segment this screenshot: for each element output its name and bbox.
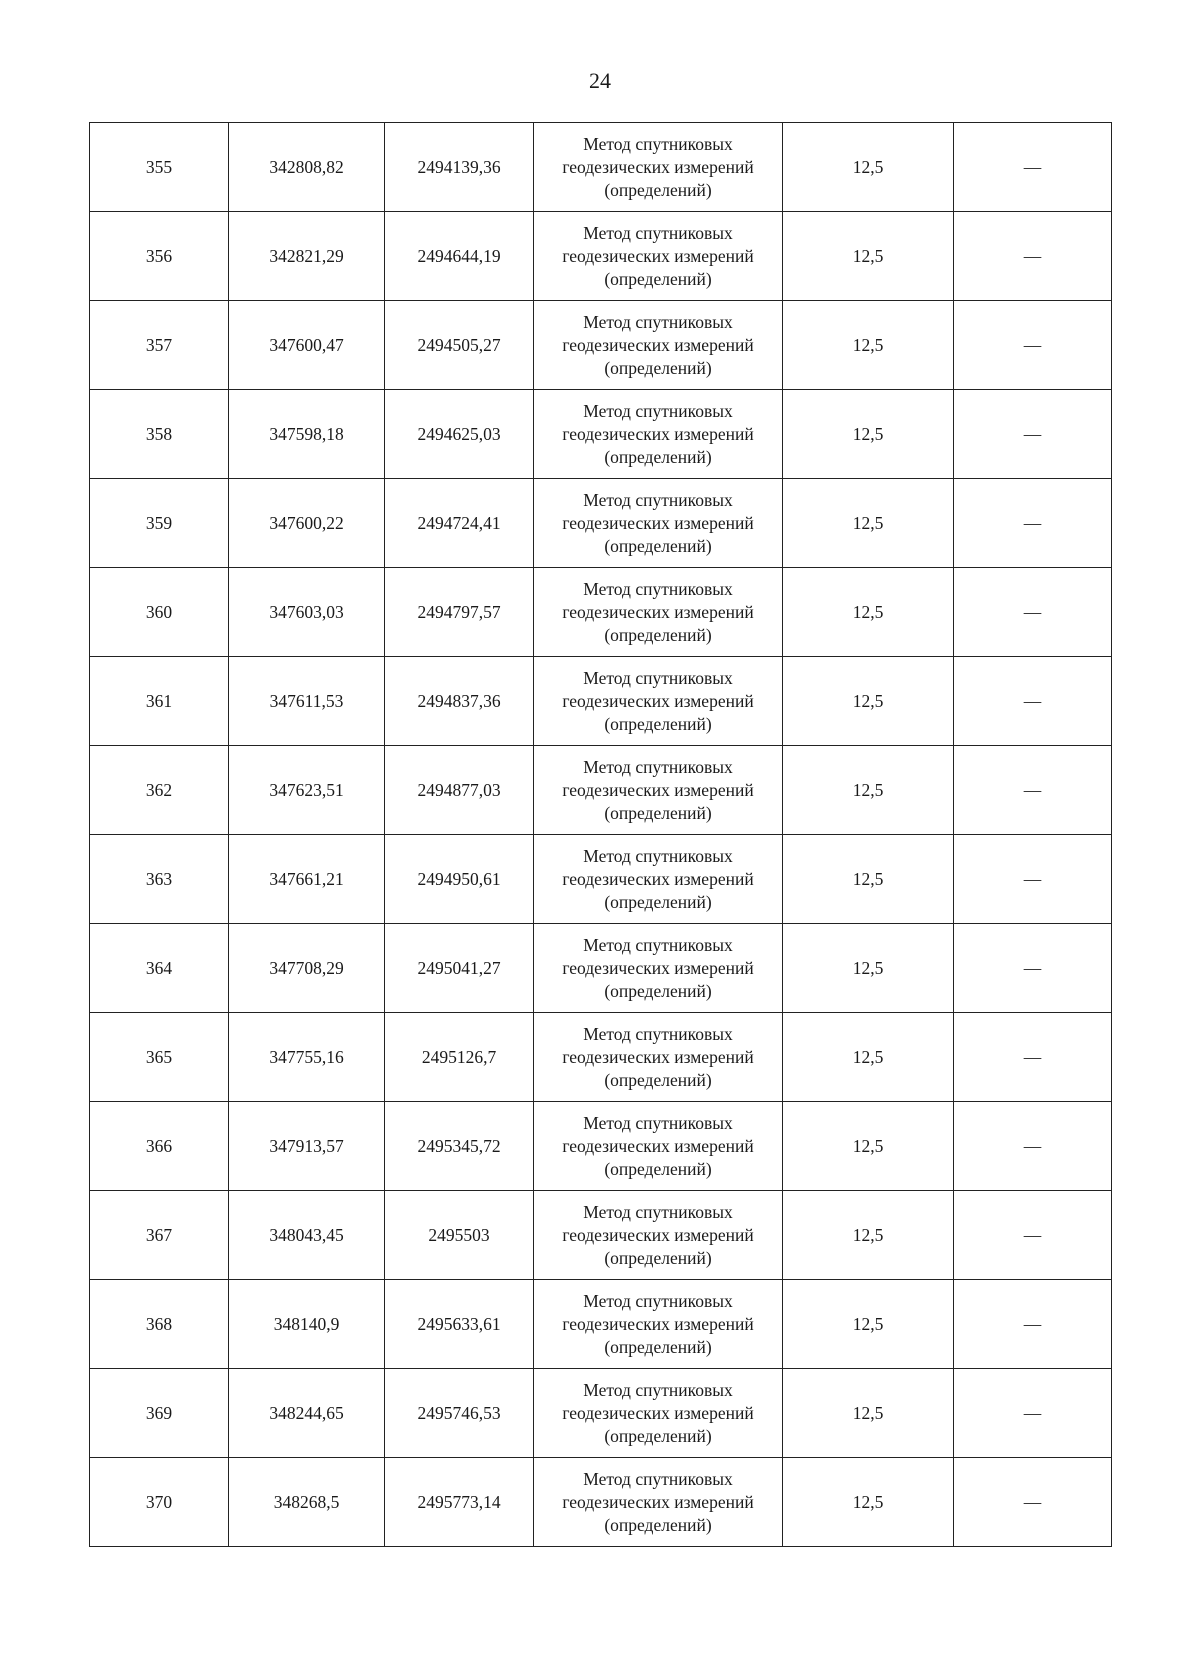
method-cell [534,924,783,1013]
method-line: (определений) [604,1069,712,1090]
method-cell [534,1013,783,1102]
method-line: Метод спутниковых [583,1468,733,1489]
point-number-cell: 356 [90,212,229,301]
coordinate-x-cell: 347611,53 [229,657,385,746]
method-line: Метод спутниковых [583,489,733,510]
coordinate-y-cell: 2495633,61 [385,1280,534,1369]
method-line: Метод спутниковых [583,222,733,243]
note-cell: — [954,1369,1112,1458]
table-body [90,123,1112,1547]
method-line: (определений) [604,535,712,556]
method-line: геодезических измерений [562,334,754,355]
table-row [90,1369,1112,1458]
coordinate-y-cell: 2494644,19 [385,212,534,301]
method-cell [534,123,783,212]
note-cell: — [954,301,1112,390]
coordinate-y-cell: 2494877,03 [385,746,534,835]
coordinate-x-cell: 348268,5 [229,1458,385,1547]
table-row [90,1191,1112,1280]
point-number-cell: 360 [90,568,229,657]
point-number-cell: 358 [90,390,229,479]
method-line: Метод спутниковых [583,400,733,421]
accuracy-cell: 12,5 [783,123,954,212]
table-row [90,123,1112,212]
method-cell [534,1458,783,1547]
method-line: геодезических измерений [562,690,754,711]
note-cell: — [954,1280,1112,1369]
method-line: геодезических измерений [562,156,754,177]
note-cell: — [954,1458,1112,1547]
method-line: геодезических измерений [562,512,754,533]
table-row [90,924,1112,1013]
table-row [90,1280,1112,1369]
coordinate-y-cell: 2494625,03 [385,390,534,479]
accuracy-cell: 12,5 [783,1191,954,1280]
table-row [90,212,1112,301]
method-cell [534,657,783,746]
method-line: Метод спутниковых [583,133,733,154]
coordinate-y-cell: 2495345,72 [385,1102,534,1191]
method-line: Метод спутниковых [583,756,733,777]
table-row [90,835,1112,924]
coordinate-x-cell: 342821,29 [229,212,385,301]
note-cell: — [954,212,1112,301]
note-cell: — [954,479,1112,568]
accuracy-cell: 12,5 [783,746,954,835]
coordinate-x-cell: 347913,57 [229,1102,385,1191]
accuracy-cell: 12,5 [783,568,954,657]
accuracy-cell: 12,5 [783,835,954,924]
coordinate-x-cell: 347661,21 [229,835,385,924]
point-number-cell: 355 [90,123,229,212]
method-line: (определений) [604,1158,712,1179]
method-cell [534,1280,783,1369]
method-line: геодезических измерений [562,601,754,622]
point-number-cell: 362 [90,746,229,835]
method-line: геодезических измерений [562,1224,754,1245]
coordinate-y-cell: 2494139,36 [385,123,534,212]
coordinate-y-cell: 2495746,53 [385,1369,534,1458]
coordinate-y-cell: 2495503 [385,1191,534,1280]
table-row [90,1102,1112,1191]
method-line: (определений) [604,1336,712,1357]
accuracy-cell: 12,5 [783,1458,954,1547]
table-row [90,568,1112,657]
coordinate-y-cell: 2495773,14 [385,1458,534,1547]
method-cell [534,835,783,924]
accuracy-cell: 12,5 [783,479,954,568]
coordinate-x-cell: 342808,82 [229,123,385,212]
method-cell [534,479,783,568]
coordinate-x-cell: 348043,45 [229,1191,385,1280]
coordinate-x-cell: 348140,9 [229,1280,385,1369]
method-line: Метод спутниковых [583,578,733,599]
note-cell: — [954,1102,1112,1191]
method-cell [534,746,783,835]
note-cell: — [954,568,1112,657]
method-cell [534,1369,783,1458]
accuracy-cell: 12,5 [783,212,954,301]
method-cell [534,1191,783,1280]
method-line: (определений) [604,713,712,734]
method-line: геодезических измерений [562,1491,754,1512]
method-line: (определений) [604,446,712,467]
point-number-cell: 369 [90,1369,229,1458]
table-row [90,746,1112,835]
method-line: геодезических измерений [562,1135,754,1156]
method-line: (определений) [604,268,712,289]
note-cell: — [954,835,1112,924]
method-line: Метод спутниковых [583,1201,733,1222]
point-number-cell: 357 [90,301,229,390]
method-line: геодезических измерений [562,423,754,444]
coordinate-x-cell: 347623,51 [229,746,385,835]
method-cell [534,390,783,479]
note-cell: — [954,657,1112,746]
note-cell: — [954,390,1112,479]
method-line: Метод спутниковых [583,1290,733,1311]
method-line: Метод спутниковых [583,845,733,866]
point-number-cell: 368 [90,1280,229,1369]
accuracy-cell: 12,5 [783,924,954,1013]
coordinate-x-cell: 347603,03 [229,568,385,657]
method-line: геодезических измерений [562,245,754,266]
method-line: геодезических измерений [562,779,754,800]
coordinate-y-cell: 2494797,57 [385,568,534,657]
method-line: Метод спутниковых [583,1023,733,1044]
note-cell: — [954,1013,1112,1102]
method-line: (определений) [604,1514,712,1535]
method-cell [534,568,783,657]
note-cell: — [954,924,1112,1013]
point-number-cell: 370 [90,1458,229,1547]
coordinate-x-cell: 347598,18 [229,390,385,479]
coordinate-y-cell: 2495041,27 [385,924,534,1013]
coordinate-x-cell: 348244,65 [229,1369,385,1458]
coordinate-y-cell: 2494950,61 [385,835,534,924]
table-row [90,657,1112,746]
coordinate-y-cell: 2494505,27 [385,301,534,390]
accuracy-cell: 12,5 [783,301,954,390]
method-cell [534,1102,783,1191]
coordinate-x-cell: 347755,16 [229,1013,385,1102]
accuracy-cell: 12,5 [783,1013,954,1102]
method-line: Метод спутниковых [583,1112,733,1133]
method-line: (определений) [604,624,712,645]
method-line: Метод спутниковых [583,934,733,955]
note-cell: — [954,746,1112,835]
table-row [90,1458,1112,1547]
note-cell: — [954,123,1112,212]
coordinate-x-cell: 347600,47 [229,301,385,390]
method-line: геодезических измерений [562,957,754,978]
page-number: 24 [589,68,611,93]
method-line: геодезических измерений [562,868,754,889]
method-line: геодезических измерений [562,1046,754,1067]
coordinate-y-cell: 2494837,36 [385,657,534,746]
point-number-cell: 365 [90,1013,229,1102]
point-number-cell: 361 [90,657,229,746]
point-number-cell: 364 [90,924,229,1013]
method-cell [534,212,783,301]
point-number-cell: 366 [90,1102,229,1191]
method-line: (определений) [604,357,712,378]
method-line: (определений) [604,891,712,912]
method-line: (определений) [604,1425,712,1446]
table-row [90,301,1112,390]
method-line: (определений) [604,179,712,200]
coordinate-x-cell: 347600,22 [229,479,385,568]
accuracy-cell: 12,5 [783,1280,954,1369]
point-number-cell: 367 [90,1191,229,1280]
table-row [90,479,1112,568]
table-row [90,1013,1112,1102]
coordinate-y-cell: 2494724,41 [385,479,534,568]
method-line: геодезических измерений [562,1402,754,1423]
method-line: Метод спутниковых [583,667,733,688]
point-number-cell: 363 [90,835,229,924]
table-row [90,390,1112,479]
accuracy-cell: 12,5 [783,1102,954,1191]
method-cell [534,301,783,390]
coordinate-y-cell: 2495126,7 [385,1013,534,1102]
method-line: Метод спутниковых [583,311,733,332]
method-line: Метод спутниковых [583,1379,733,1400]
method-line: (определений) [604,980,712,1001]
coordinates-table [89,122,1112,1547]
method-line: (определений) [604,1247,712,1268]
accuracy-cell: 12,5 [783,390,954,479]
accuracy-cell: 12,5 [783,657,954,746]
method-line: (определений) [604,802,712,823]
note-cell: — [954,1191,1112,1280]
method-line: геодезических измерений [562,1313,754,1334]
point-number-cell: 359 [90,479,229,568]
accuracy-cell: 12,5 [783,1369,954,1458]
coordinate-x-cell: 347708,29 [229,924,385,1013]
